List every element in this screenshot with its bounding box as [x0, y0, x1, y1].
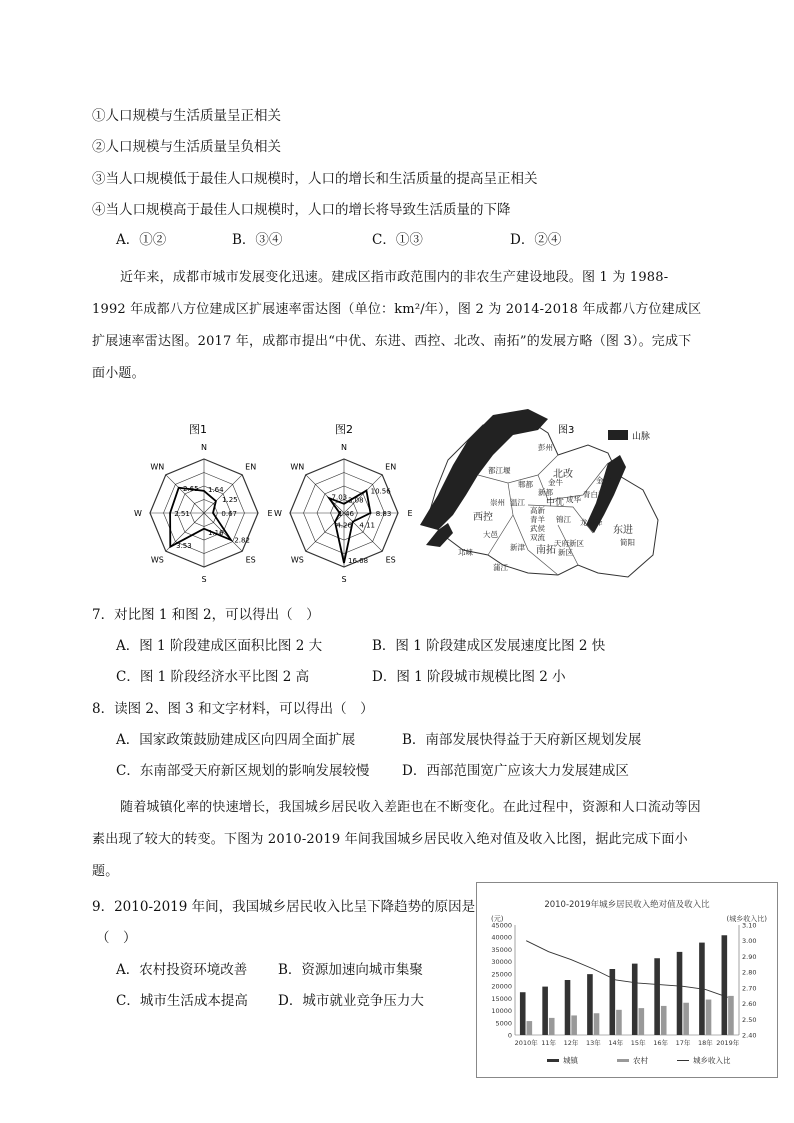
- q7-option-b[interactable]: B．图 1 阶段建成区发展速度比图 2 快: [372, 638, 606, 654]
- label-qingyang: 青羊: [530, 515, 545, 524]
- fig1-direction-label: WN: [150, 462, 165, 472]
- y-right-tick-label: 2.90: [742, 952, 757, 961]
- x-tick-label: 14年: [608, 1039, 624, 1047]
- chart-title: 2010-2019年城乡居民收入绝对值及收入比: [544, 900, 710, 910]
- bar-rural: [728, 996, 734, 1035]
- label-jianyang: 简阳: [620, 538, 635, 547]
- q9-option-a[interactable]: A．农村投资环境改善: [116, 962, 248, 978]
- bar-urban: [565, 980, 571, 1035]
- label-xinjin: 新津: [510, 543, 525, 552]
- q7-option-a[interactable]: A．图 1 阶段建成区面积比图 2 大: [116, 638, 323, 654]
- fig2-value-label: 4.11: [359, 521, 375, 530]
- bar-rural: [706, 1000, 712, 1035]
- bar-rural: [661, 1006, 667, 1035]
- y-right-tick-label: 2.60: [742, 1000, 757, 1009]
- label-jintang: 金堂: [596, 476, 611, 485]
- q8-option-a[interactable]: A．国家政策鼓励建成区向四周全面扩展: [116, 732, 356, 748]
- q6-option-a[interactable]: A．①②: [116, 232, 167, 248]
- fig1-value-label: 0.67: [221, 510, 238, 518]
- y-tick-label: 5000: [495, 1019, 512, 1028]
- bar-urban: [654, 958, 660, 1035]
- y-right-tick-label: 2.70: [742, 984, 757, 993]
- x-tick-label: 15年: [630, 1039, 646, 1047]
- fig1-value-label: 2.65: [183, 485, 199, 494]
- label-xinqu: 新区: [558, 548, 573, 557]
- fig2-direction-label: EN: [385, 462, 397, 472]
- label-gaoxin: 高新: [530, 506, 545, 515]
- fig1-direction-label: WS: [150, 555, 164, 565]
- q7-option-d[interactable]: D．图 1 阶段城市规模比图 2 小: [372, 669, 566, 685]
- fig1-direction-label: EN: [245, 462, 257, 472]
- q9-stem-paren: （ ）: [96, 930, 137, 946]
- y-tick-label: 15000: [491, 994, 512, 1003]
- fig1-direction-label: W: [134, 509, 142, 518]
- label-pujiang: 蒲江: [493, 563, 508, 572]
- fig2-direction-label: WN: [290, 462, 305, 472]
- x-tick-label: 13年: [586, 1039, 601, 1047]
- legend-mountain-swatch: [608, 430, 628, 440]
- q8-option-d[interactable]: D．西部范围宽广应该大力发展建成区: [402, 763, 629, 779]
- y-tick-label: 25000: [491, 970, 512, 979]
- q8-option-b[interactable]: B．南部发展快得益于天府新区规划发展: [402, 732, 642, 748]
- label-chongzhou: 崇州: [490, 498, 505, 507]
- bar-rural: [571, 1015, 577, 1035]
- label-dayi: 大邑: [483, 530, 498, 539]
- y-tick-label: 10000: [491, 1007, 512, 1016]
- fig2-direction-label: S: [341, 575, 347, 584]
- fig2-value-label: 8.83: [375, 510, 392, 518]
- fig2-value-label: 16.68: [348, 557, 369, 566]
- label-zhongyou: 中优: [546, 498, 565, 508]
- fig2-value-label: 4.26: [336, 521, 352, 530]
- bar-rural: [616, 1010, 622, 1035]
- label-wuhou: 武侯: [530, 524, 545, 533]
- fig2-direction-label: W: [274, 509, 282, 518]
- bar-urban: [677, 952, 683, 1035]
- fig3-title: 图3: [558, 425, 575, 436]
- label-xindu: 新都: [538, 488, 553, 497]
- chart-ylabel-right: (城乡收入比): [726, 915, 767, 923]
- figure-2-radar: [274, 415, 413, 585]
- label-qionglai: 邛崃: [458, 548, 473, 557]
- q6-option-c[interactable]: C．①③: [372, 232, 423, 248]
- bar-urban: [542, 987, 548, 1035]
- fig1-value-label: 1.64: [208, 485, 224, 494]
- label-chenghua: 成华: [566, 495, 581, 504]
- legend-label-2: 城乡收入比: [693, 1056, 731, 1065]
- bar-rural: [549, 1018, 555, 1035]
- fig1-title: 图1: [189, 423, 207, 436]
- figure-3-map: [408, 405, 668, 583]
- label-dujiangyan: 都江堰: [488, 466, 511, 475]
- label-beigai: 北改: [553, 469, 573, 480]
- fig2-value-label: 3.08: [348, 496, 364, 505]
- fig2-value-label: 7.03: [331, 493, 348, 502]
- bar-rural: [527, 1021, 533, 1035]
- bar-rural: [594, 1013, 600, 1035]
- y-tick-label: 0: [507, 1031, 512, 1040]
- label-xikong: 西控: [473, 512, 493, 523]
- income-chart: [476, 882, 778, 1078]
- fig2-direction-label: E: [407, 509, 413, 518]
- bar-rural: [683, 1003, 689, 1035]
- statement-1: ①人口规模与生活质量呈正相关: [92, 108, 281, 124]
- label-tianfu: 天府新区: [554, 539, 584, 548]
- x-tick-label: 18年: [698, 1039, 713, 1047]
- q9-stem: 9．2010-2019 年间，我国城乡居民收入比呈下降趋势的原因是: [92, 899, 476, 915]
- bar-rural: [639, 1008, 645, 1035]
- fig1-value-label: 2.82: [234, 536, 250, 545]
- q7-option-c[interactable]: C．图 1 阶段经济水平比图 2 高: [116, 669, 310, 685]
- statement-4: ④当人口规模高于最佳人口规模时，人口的增长将导致生活质量的下降: [92, 202, 511, 218]
- label-wenjiang: 温江: [510, 498, 525, 507]
- y-right-tick-label: 2.80: [742, 968, 757, 977]
- label-pengzhou: 彭州: [538, 443, 553, 452]
- fig1-value-label: 1.25: [222, 495, 238, 504]
- legend-label-1: 农村: [633, 1056, 648, 1065]
- label-qingbaijiang: 青白江: [583, 490, 606, 499]
- q8-option-c[interactable]: C．东南部受天府新区规划的影响发展较慢: [116, 763, 370, 779]
- label-jinjiang: 锦江: [556, 515, 571, 524]
- q9-option-d[interactable]: D．城市就业竞争压力大: [278, 993, 424, 1009]
- label-pidu: 郫都: [518, 480, 533, 489]
- chart-ylabel-left: (元): [491, 915, 504, 923]
- fig2-direction-label: N: [341, 443, 347, 452]
- passage-chengdu: 近年来，成都市城市发展变化迅速。建成区指市政范围内的非农生产建设地段。图 1 为 1988-1992 年成都八方位建成区扩展速率雷达图（单位：km²/年），图 2 为 2014-2018 年成都八方位建成区扩展速率雷达图。2017 年，成都市提出“中优、东进、西控、北改、南拓”的发展方略（图 3）。完成下面小题。: [92, 270, 702, 381]
- line-ratio: [526, 941, 728, 998]
- bar-urban: [632, 964, 638, 1035]
- x-tick-label: 2019年: [716, 1039, 740, 1047]
- fig1-direction-label: ES: [245, 555, 256, 565]
- fig2-title: 图2: [335, 423, 353, 436]
- q6-option-b[interactable]: B．③④: [232, 232, 283, 248]
- fig1-direction-label: S: [201, 575, 207, 584]
- fig2-value-label: 1.46: [338, 510, 355, 518]
- x-tick-label: 11年: [541, 1039, 556, 1047]
- legend-mountain: 山脉: [632, 432, 651, 442]
- fig2-value-label: 10.56: [370, 487, 391, 496]
- y-tick-label: 35000: [491, 945, 512, 954]
- x-tick-label: 16年: [653, 1039, 668, 1047]
- fig1-value-label: 3.53: [176, 541, 192, 550]
- y-right-tick-label: 3.10: [742, 921, 757, 930]
- q8-stem: 8．读图 2、图 3 和文字材料，可以得出（ ）: [92, 701, 374, 717]
- x-tick-label: 17年: [675, 1039, 691, 1047]
- label-shuangliu: 双流: [530, 533, 545, 542]
- y-right-tick-label: 2.40: [742, 1031, 757, 1040]
- y-tick-label: 40000: [491, 933, 512, 942]
- label-nantuo: 南拓: [536, 545, 556, 556]
- label-jinniu: 金牛: [548, 478, 563, 487]
- fig2-direction-label: WS: [290, 555, 304, 565]
- q6-option-d[interactable]: D．②④: [510, 232, 562, 248]
- fig1-direction-label: E: [267, 509, 273, 518]
- q9-option-c[interactable]: C．城市生活成本提高: [116, 993, 248, 1009]
- statement-3: ③当人口规模低于最佳人口规模时，人口的增长和生活质量的提高呈正相关: [92, 171, 538, 187]
- label-longquanyi: 龙泉驿: [580, 518, 603, 527]
- q7-stem: 7．对比图 1 和图 2，可以得出（ ）: [92, 607, 320, 623]
- passage-income: 随着城镇化率的快速增长，我国城乡居民收入差距也在不断变化。在此过程中，资源和人口流动等因素出现了较大的转变。下图为 2010-2019 年间我国城乡居民收入绝对值及收入比图，据此完成下面小题。: [92, 800, 701, 879]
- y-tick-label: 45000: [491, 921, 512, 930]
- legend-label-0: 城镇: [563, 1056, 578, 1065]
- fig1-direction-label: N: [201, 443, 207, 452]
- y-tick-label: 30000: [491, 958, 512, 967]
- bar-urban: [722, 935, 728, 1035]
- bar-urban: [520, 992, 526, 1035]
- legend-swatch-0: [547, 1059, 559, 1062]
- y-right-tick-label: 2.50: [742, 1015, 757, 1024]
- label-dongjin: 东进: [613, 525, 633, 536]
- q9-option-b[interactable]: B．资源加速向城市集聚: [278, 962, 423, 978]
- fig1-value-label: 1.16: [208, 528, 224, 537]
- y-right-tick-label: 3.00: [742, 937, 757, 946]
- fig2-direction-label: ES: [385, 555, 396, 565]
- statement-2: ②人口规模与生活质量呈负相关: [92, 139, 281, 155]
- x-tick-label: 12年: [563, 1039, 579, 1047]
- bar-urban: [587, 974, 593, 1035]
- figure-1-radar: [134, 415, 273, 585]
- y-tick-label: 20000: [491, 982, 512, 991]
- x-tick-label: 2010年: [514, 1039, 538, 1047]
- fig1-value-label: 2.51: [174, 510, 190, 518]
- legend-swatch-1: [617, 1059, 629, 1062]
